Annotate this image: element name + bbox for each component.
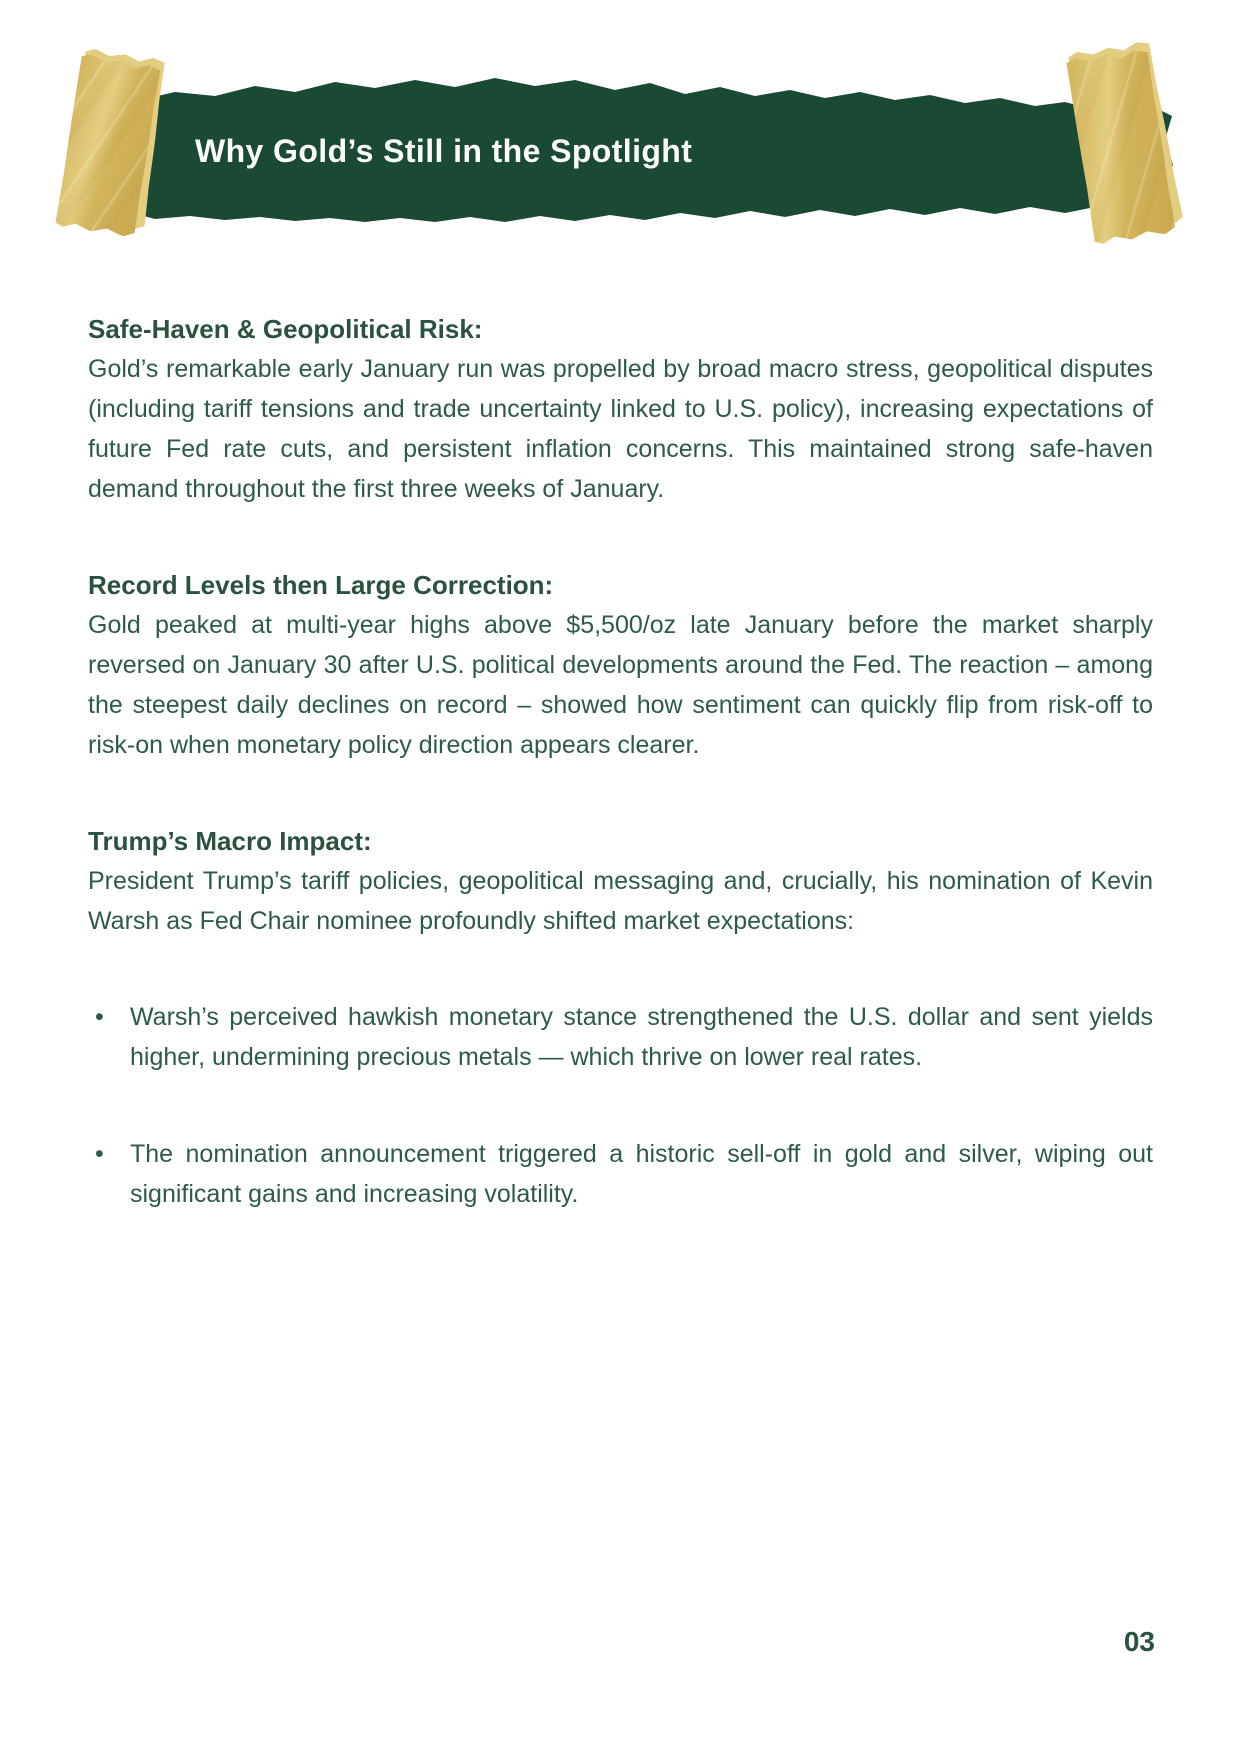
bullet-list xyxy=(88,997,1153,1214)
section-trump-macro-impact xyxy=(88,821,1153,941)
list-item-text: Warsh’s perceived hawkish monetary stance strengthened the U.S. dollar and sent yields higher, undermining precious metals — which thrive on lower real rates. xyxy=(130,1003,1153,1071)
page-content xyxy=(88,309,1153,1214)
bullet-icon: • xyxy=(95,1140,104,1168)
list-item xyxy=(88,997,1153,1077)
washi-tape-left-icon xyxy=(55,53,161,238)
list-item xyxy=(88,1134,1153,1214)
page-title: Why Gold’s Still in the Spotlight xyxy=(195,133,693,169)
bullet-icon: • xyxy=(95,1003,104,1031)
section-heading: Record Levels then Large Correction: xyxy=(88,570,554,600)
section-record-levels xyxy=(88,565,1153,765)
section-paragraph: Gold peaked at multi-year highs above $5,500/oz late January before the market sharply reversed on January 30 after U.S. political developments around the Fed. The reaction – among the steepest daily declines on record – showed how sentiment can quickly flip from risk-off to risk-on when monetary policy direction appears clearer. xyxy=(88,611,1153,759)
page-number: 03 xyxy=(1123,1626,1155,1657)
section-paragraph: President Trump’s tariff policies, geopolitical messaging and, crucially, his nomination of Kevin Warsh as Fed Chair nominee profoundly shifted market expectations: xyxy=(88,867,1153,935)
section-heading: Trump’s Macro Impact: xyxy=(88,826,372,856)
section-safe-haven xyxy=(88,309,1153,509)
header-banner xyxy=(0,0,1240,260)
section-heading: Safe-Haven & Geopolitical Risk: xyxy=(88,314,483,344)
section-paragraph: Gold’s remarkable early January run was propelled by broad macro stress, geopolitical disputes (including tariff tensions and trade uncertainty linked to U.S. policy), increasing expectations of future Fed rate cuts, and persistent inflation concerns. This maintained strong safe-haven demand throughout the first three weeks of January. xyxy=(88,355,1153,503)
list-item-text: The nomination announcement triggered a historic sell-off in gold and silver, wiping out significant gains and increasing volatility. xyxy=(130,1140,1153,1208)
